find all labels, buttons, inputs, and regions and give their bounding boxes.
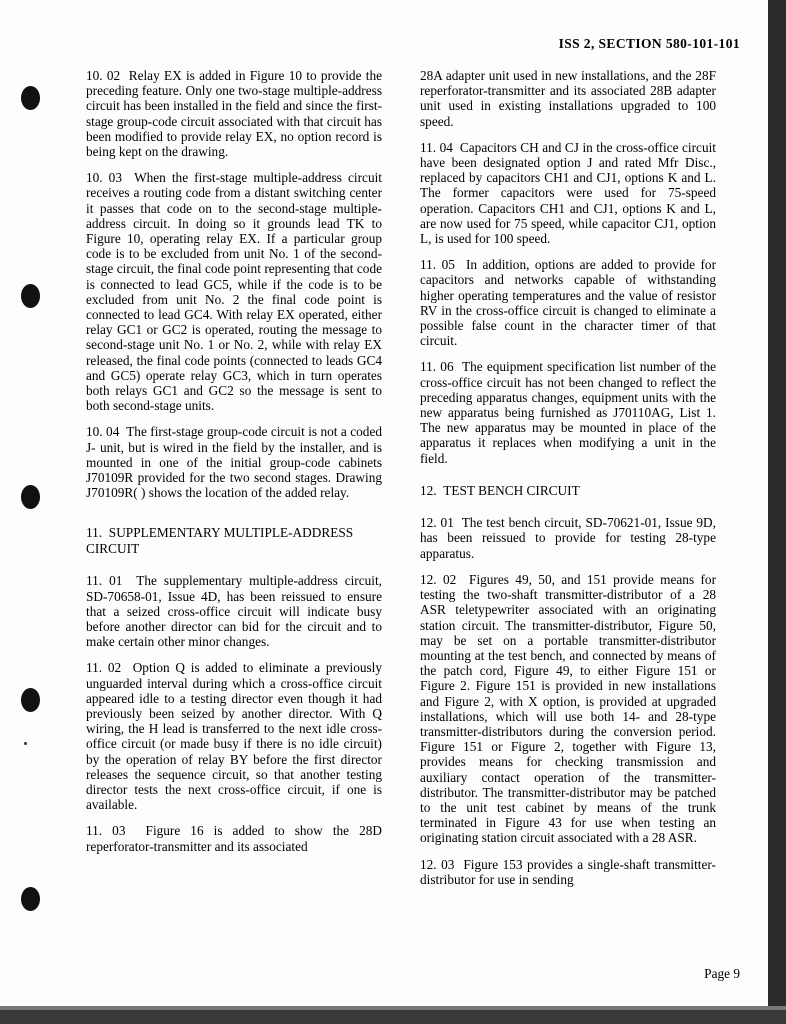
paragraph-text: When the first-stage multiple-address circuit receives a routing code from a distant switching center it passes that code on to the second-stage multiple-address circuit. In doing so it grounds lead TK to Figure 10, operating relay EX. If a particular group code is to be excluded from unit No. 1 of the second-stage circuit, the final code point representing that code is connected to lead GC5, while if the code is to be excluded from unit No. 2 the final code point is connected to lead GC4. With relay EX operated, either relay GC1 or GC2 is operated, routing the message to second-stage unit No. 1 or No. 2, while with relay EX released, the final code points (connected to leads GC4 and GC5) operate relay GC3, which in turn operates both relays GC1 and GC2 so the message is sent to both second-stage units. xyxy=(86,170,382,414)
paragraph-number: 11. 04 xyxy=(420,139,453,155)
paragraph-text: Option Q is added to eliminate a previously unguarded interval during which a cross-office circuit appeared idle to a testing director even though it had previously been seized by another director. With Q wiring, the H lead is transferred to the next idle cross-office circuit (or made busy if there is no idle circuit) by the operation of relay BY before the first director releases the sequence circuit, so that another testing director tests the next cross-office circuit, if one is available. xyxy=(86,660,383,813)
paragraph-text: The equipment specification list number of the cross-office circuit has not been changed to reflect the preceding apparatus changes, equipment units with the new apparatus being furnished as J70110AG, List 1. The new apparatus may be mounted in place of the apparatus it replaces when modifying a unit in the field. xyxy=(420,359,716,466)
scan-edge-bottom xyxy=(0,1010,786,1024)
section-number: 11. xyxy=(86,525,103,541)
left-column xyxy=(86,68,382,898)
paragraph-11-04 xyxy=(420,140,716,246)
paragraph-12-03 xyxy=(420,857,716,887)
document-header: ISS 2, SECTION 580-101-101 xyxy=(558,36,740,51)
paragraph-11-06 xyxy=(420,359,716,465)
section-title: SUPPLEMENTARY MULTIPLE-ADDRESS CIRCUIT xyxy=(86,525,354,556)
paragraph-number: 12. 01 xyxy=(420,515,454,531)
paragraph-text: In addition, options are added to provide for capacitors and networks capable of withstanding higher operating temperatures and the value of resistor RV in the cross-office circuit is changed to eliminate a possible false count in the character timer of that circuit. xyxy=(420,257,717,349)
paragraph-number: 10. 04 xyxy=(86,424,120,440)
punch-hole xyxy=(21,86,40,110)
paragraph-number: 11. 05 xyxy=(420,257,455,273)
page-number: Page 9 xyxy=(704,966,740,981)
paragraph-number: 12. 02 xyxy=(420,571,457,587)
paragraph-10-03 xyxy=(86,170,382,413)
paragraph-text: 28A adapter unit used in new installations, and the 28F reperforator-transmitter and its associated 28B adapter unit used in existing installations upgraded to 100 speed. xyxy=(420,68,716,129)
right-column xyxy=(420,68,716,898)
punch-hole xyxy=(21,887,40,911)
paragraph-text: Relay EX is added in Figure 10 to provide the preceding feature. Only one two-stage multiple-address circuit has been installed in the field and since the first-stage group-code circuit associated with that circuit has been modified to provide relay EX, no option record is being kept on the drawing. xyxy=(86,68,382,160)
section-number: 12. xyxy=(420,482,437,498)
paragraph-10-02 xyxy=(86,68,382,159)
paragraph-number: 11. 02 xyxy=(86,660,122,676)
paragraph-12-02 xyxy=(420,572,716,846)
paragraph-11-03 xyxy=(86,823,382,853)
paragraph-11-01 xyxy=(86,573,382,649)
section-heading-11 xyxy=(86,525,382,556)
paragraph-text: The supplementary multiple-address circuit, SD-70658-01, Issue 4D, has been reissued to ensure that a seized cross-office circuit will indicate busy before another director can bid for the circuit and to make certain other minor changes. xyxy=(86,573,382,650)
paragraph-text: Capacitors CH and CJ in the cross-office circuit have been designated option J and rated Mfr Disc., replaced by capacitors CH1 and CJ1, options K and L. The former capacitors were used for 75-speed operation. Capacitors CH1 and CJ1, options K and L, are now used for 75 speed, while capacitor CJ1, option L, is used for 100 speed. xyxy=(420,139,716,247)
paragraph-number: 10. 02 xyxy=(86,68,121,83)
section-heading-12 xyxy=(420,483,716,498)
two-column-body xyxy=(86,68,716,898)
paragraph-11-02 xyxy=(86,660,382,812)
scan-speck xyxy=(24,742,27,745)
paragraph-10-04 xyxy=(86,424,382,500)
paragraph-text: Figures 49, 50, and 151 provide means for testing the two-shaft transmitter-distributor of a 28 ASR teletypewriter associated with an originating station circuit. The transmitter-distributor, Figure 50, may be set on a portable transmitter-distributor mounting at the test bench, and connected by means of the patch cord, Figure 49, to either Figure 151 or Figure 2. Figure 151 is provided in new installations and Figure 2, with X option, is provided at upgraded installations, which will use both 14- and 28-type transmitter-distributors during the conversion period. Figure 151 or Figure 2, together with Figure 13, provides means for checking transmission and auxiliary contact operation of the transmitter-distributor. The transmitter-distributor may be patched to the unit test cabinet by means of the trunk terminated in Figure 43 for use when testing an originating station circuit associated with a 28 ASR. xyxy=(420,571,717,846)
paragraph-11-05 xyxy=(420,257,716,348)
punch-hole xyxy=(21,284,40,308)
punch-hole xyxy=(21,688,40,712)
paragraph-number: 11. 03 xyxy=(86,823,126,839)
paragraph-text: Figure 153 provides a single-shaft transmitter-distributor for use in sending xyxy=(420,856,716,887)
section-title: TEST BENCH CIRCUIT xyxy=(443,482,580,498)
paragraph-text: Figure 16 is added to show the 28D reperforator-transmitter and its associated xyxy=(86,823,382,854)
paragraph-text: The first-stage group-code circuit is not a coded J- unit, but is wired in the field by the installer, and is mounted in one of the initial group-code cabinets J70109R provided for the two second stages. Drawing J70109R( ) shows the location of the added relay. xyxy=(86,424,382,501)
paragraph-number: 11. 06 xyxy=(420,359,454,375)
paragraph-text: The test bench circuit, SD-70621-01, Issue 9D, has been reissued to provide for testing 28-type apparatus. xyxy=(420,515,716,561)
paragraph-12-01 xyxy=(420,515,716,561)
punch-hole xyxy=(21,485,40,509)
scan-edge-right xyxy=(768,0,786,1024)
paragraph-number: 12. 03 xyxy=(420,856,455,872)
paragraph-continuation xyxy=(420,68,716,129)
paragraph-number: 10. 03 xyxy=(86,170,122,186)
paragraph-number: 11. 01 xyxy=(86,573,123,589)
